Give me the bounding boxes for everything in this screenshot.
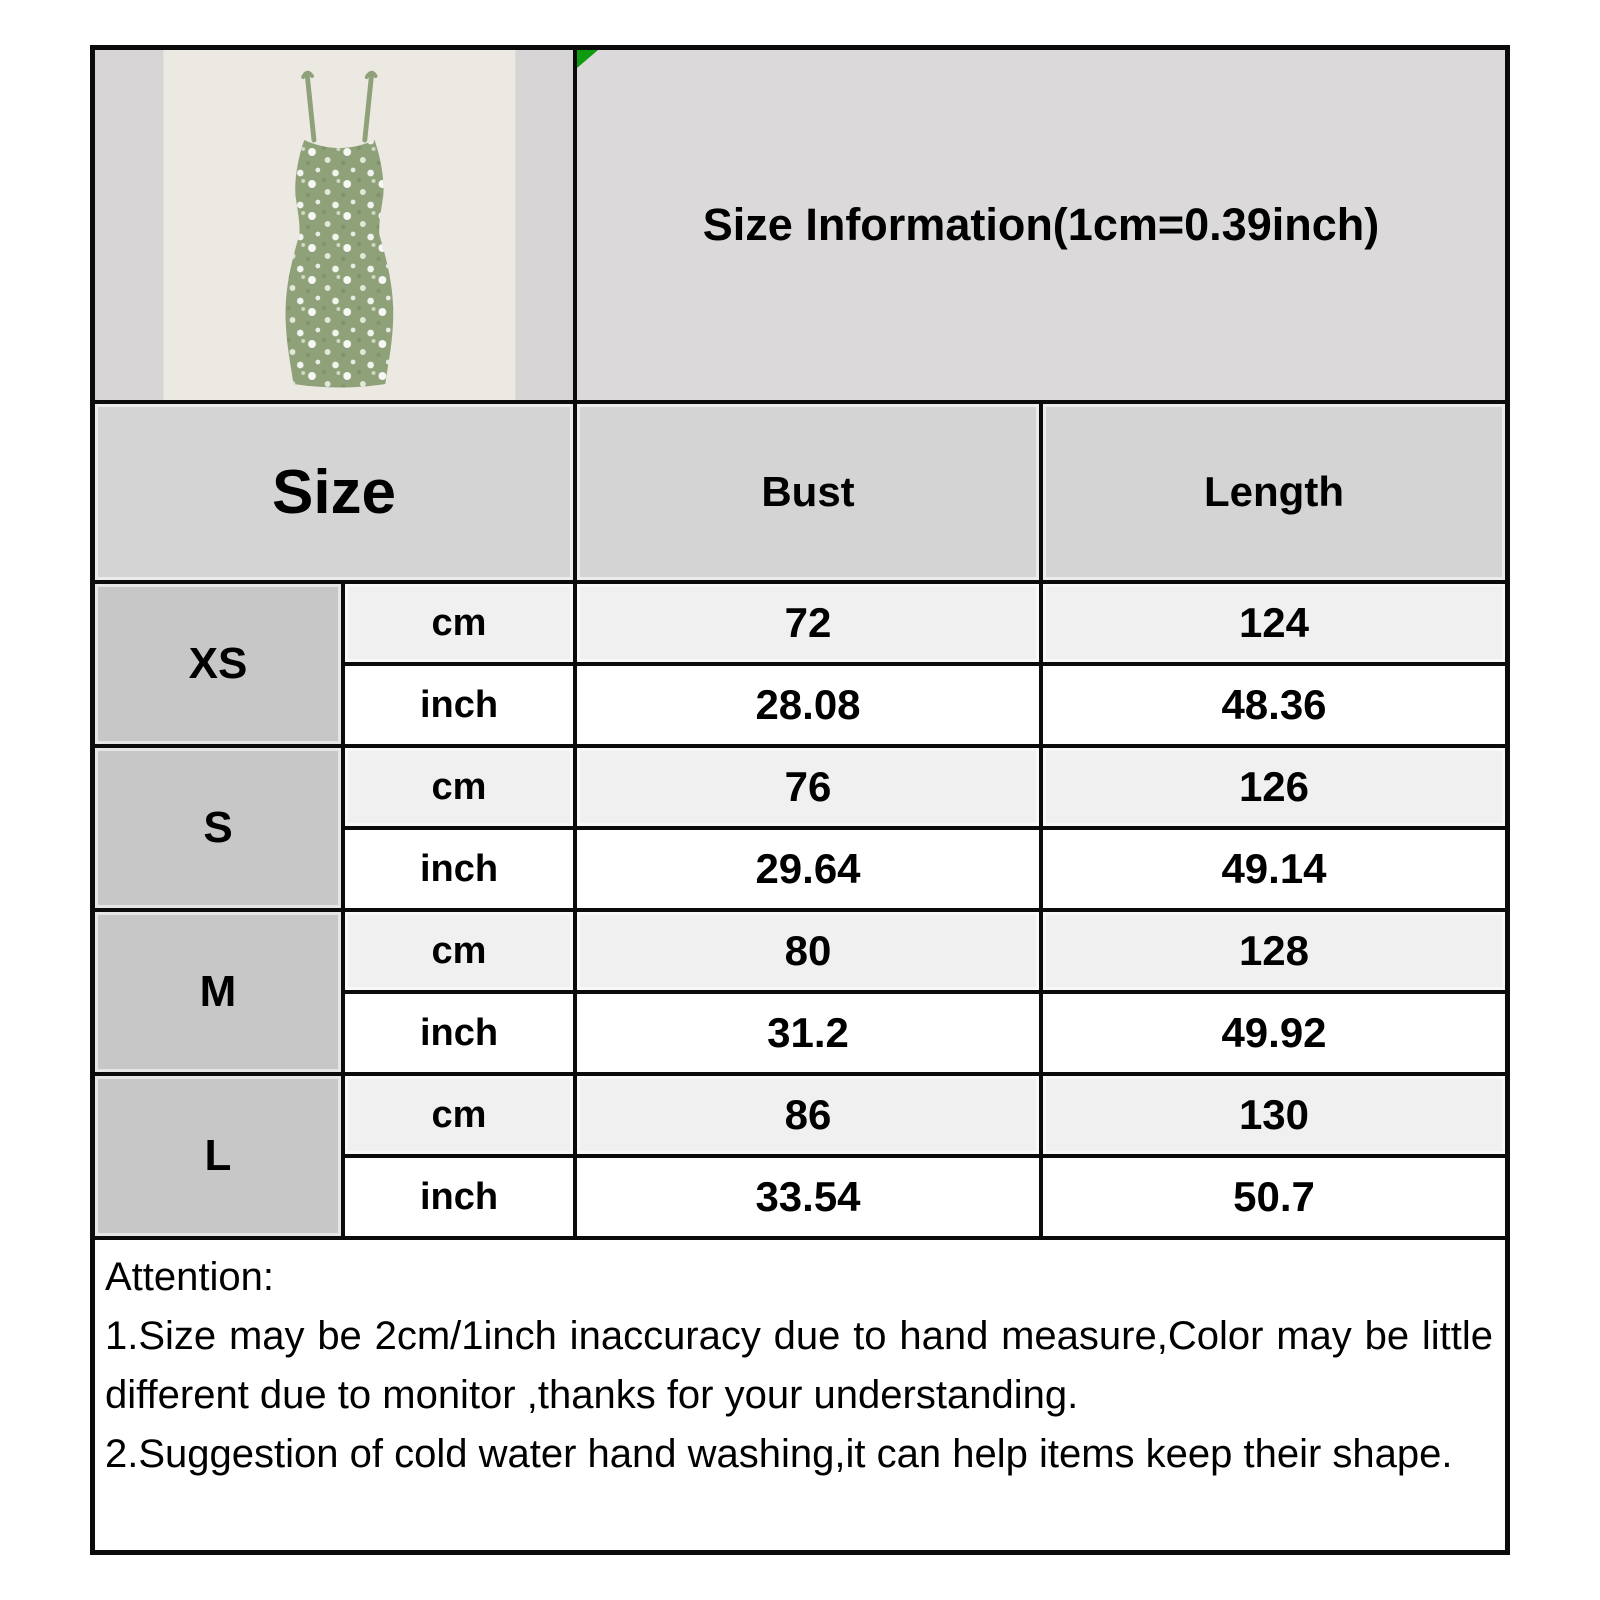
unit-label-inch: inch bbox=[345, 1158, 573, 1236]
dress-image bbox=[95, 50, 573, 400]
bust-value: 76 bbox=[577, 748, 1039, 826]
length-value: 128 bbox=[1043, 912, 1505, 990]
length-col-header: Length bbox=[1043, 404, 1505, 580]
unit-label-inch: inch bbox=[345, 666, 573, 744]
dress-body bbox=[286, 140, 394, 388]
length-value: 126 bbox=[1043, 748, 1505, 826]
product-photo bbox=[95, 50, 573, 400]
size-label-xs: XS bbox=[95, 584, 341, 744]
unit-label-cm: cm bbox=[345, 912, 573, 990]
product-image-cell bbox=[95, 50, 573, 400]
unit-label-cm: cm bbox=[345, 1076, 573, 1154]
length-value: 124 bbox=[1043, 584, 1505, 662]
bust-value: 86 bbox=[577, 1076, 1039, 1154]
size-chart-table bbox=[90, 45, 1510, 1555]
bust-value: 33.54 bbox=[577, 1158, 1039, 1236]
attention-heading: Attention: bbox=[105, 1255, 275, 1299]
unit-label-inch: inch bbox=[345, 994, 573, 1072]
size-info-title-cell bbox=[577, 50, 1505, 400]
unit-label-cm: cm bbox=[345, 748, 573, 826]
size-label-m: M bbox=[95, 912, 341, 1072]
size-info-title: Size Information(1cm=0.39inch) bbox=[702, 199, 1380, 250]
length-value: 49.14 bbox=[1043, 830, 1505, 908]
bust-col-header: Bust bbox=[577, 404, 1039, 580]
size-col-header: Size bbox=[95, 404, 573, 580]
size-label-l: L bbox=[95, 1076, 341, 1236]
attention-section bbox=[95, 1240, 1505, 1550]
size-label-s: S bbox=[95, 748, 341, 908]
unit-label-cm: cm bbox=[345, 584, 573, 662]
attention-note-2: 2.Suggestion of cold water hand washing,it can help items keep their shape. bbox=[105, 1432, 1453, 1476]
length-value: 50.7 bbox=[1043, 1158, 1505, 1236]
length-value: 49.92 bbox=[1043, 994, 1505, 1072]
bust-value: 29.64 bbox=[577, 830, 1039, 908]
unit-label-inch: inch bbox=[345, 830, 573, 908]
length-value: 130 bbox=[1043, 1076, 1505, 1154]
bust-value: 72 bbox=[577, 584, 1039, 662]
bust-value: 31.2 bbox=[577, 994, 1039, 1072]
green-corner-marker-icon bbox=[577, 50, 598, 68]
length-value: 48.36 bbox=[1043, 666, 1505, 744]
attention-note-1: 1.Size may be 2cm/1inch inaccuracy due to hand measure,Color may be little different due to monitor ,thanks for your understanding. bbox=[105, 1314, 1493, 1417]
bust-value: 80 bbox=[577, 912, 1039, 990]
bust-value: 28.08 bbox=[577, 666, 1039, 744]
